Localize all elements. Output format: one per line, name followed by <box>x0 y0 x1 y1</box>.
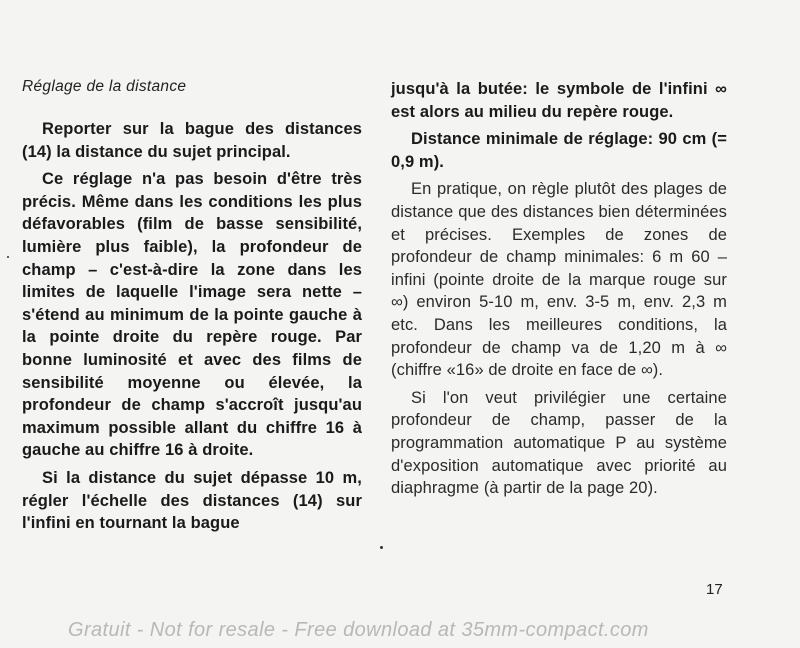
print-speck <box>380 546 383 549</box>
paragraph: Si la distance du sujet dépasse 10 m, régler l'échelle des distances (14) sur l'infini en tournant la bague <box>22 468 362 533</box>
right-column <box>391 78 727 505</box>
paragraph: Distance minimale de réglage: 90 cm (= 0,9 m). <box>391 130 727 171</box>
paragraph: Reporter sur la bague des distances (14) la distance du sujet principal. <box>22 120 362 161</box>
paragraph: Si l'on veut privilégier une certaine profondeur de champ, passer de la programmation automatique P au système d'exposition automatique avec priorité au diaphragme (à partir de la page 20). <box>391 388 727 498</box>
paragraph: Ce réglage n'a pas besoin d'être très précis. Même dans les conditions les plus défavorables (film de basse sensibilité, lumière plus faible), la profondeur de champ – c'est-à-dire la zone dans les limites de laquelle l'image sera nette – s'étend au minimum de la pointe gauche à la pointe droite du repère rouge. Par bonne luminosité et avec des films de sensibilité moyenne ou élevée, la profondeur de champ s'accroît jusqu'au maximum possible allant du chiffre 16 à gauche au chiffre 16 à droite. <box>22 170 362 460</box>
page-number: 17 <box>706 581 723 598</box>
section-title: Réglage de la distance <box>22 78 187 95</box>
print-speck <box>7 256 9 258</box>
left-column <box>22 78 362 540</box>
watermark: Gratuit - Not for resale - Free download at 35mm-compact.com <box>68 619 649 641</box>
paragraph: jusqu'à la butée: le symbole de l'infini ∞ est alors au milieu du repère rouge. <box>391 80 727 121</box>
paragraph: En pratique, on règle plutôt des plages de distance que des distances bien déterminées et précises. Exemples de zones de profondeur de champ minimales: 6 m 60 – infini (pointe droite de la marque rouge sur ∞) environ 5-10 m, env. 3-5 m, env. 2,3 m etc. Dans les meilleures conditions, la profondeur de champ va de 1,20 m à ∞ (chiffre «16» de droite en face de ∞). <box>391 180 727 380</box>
